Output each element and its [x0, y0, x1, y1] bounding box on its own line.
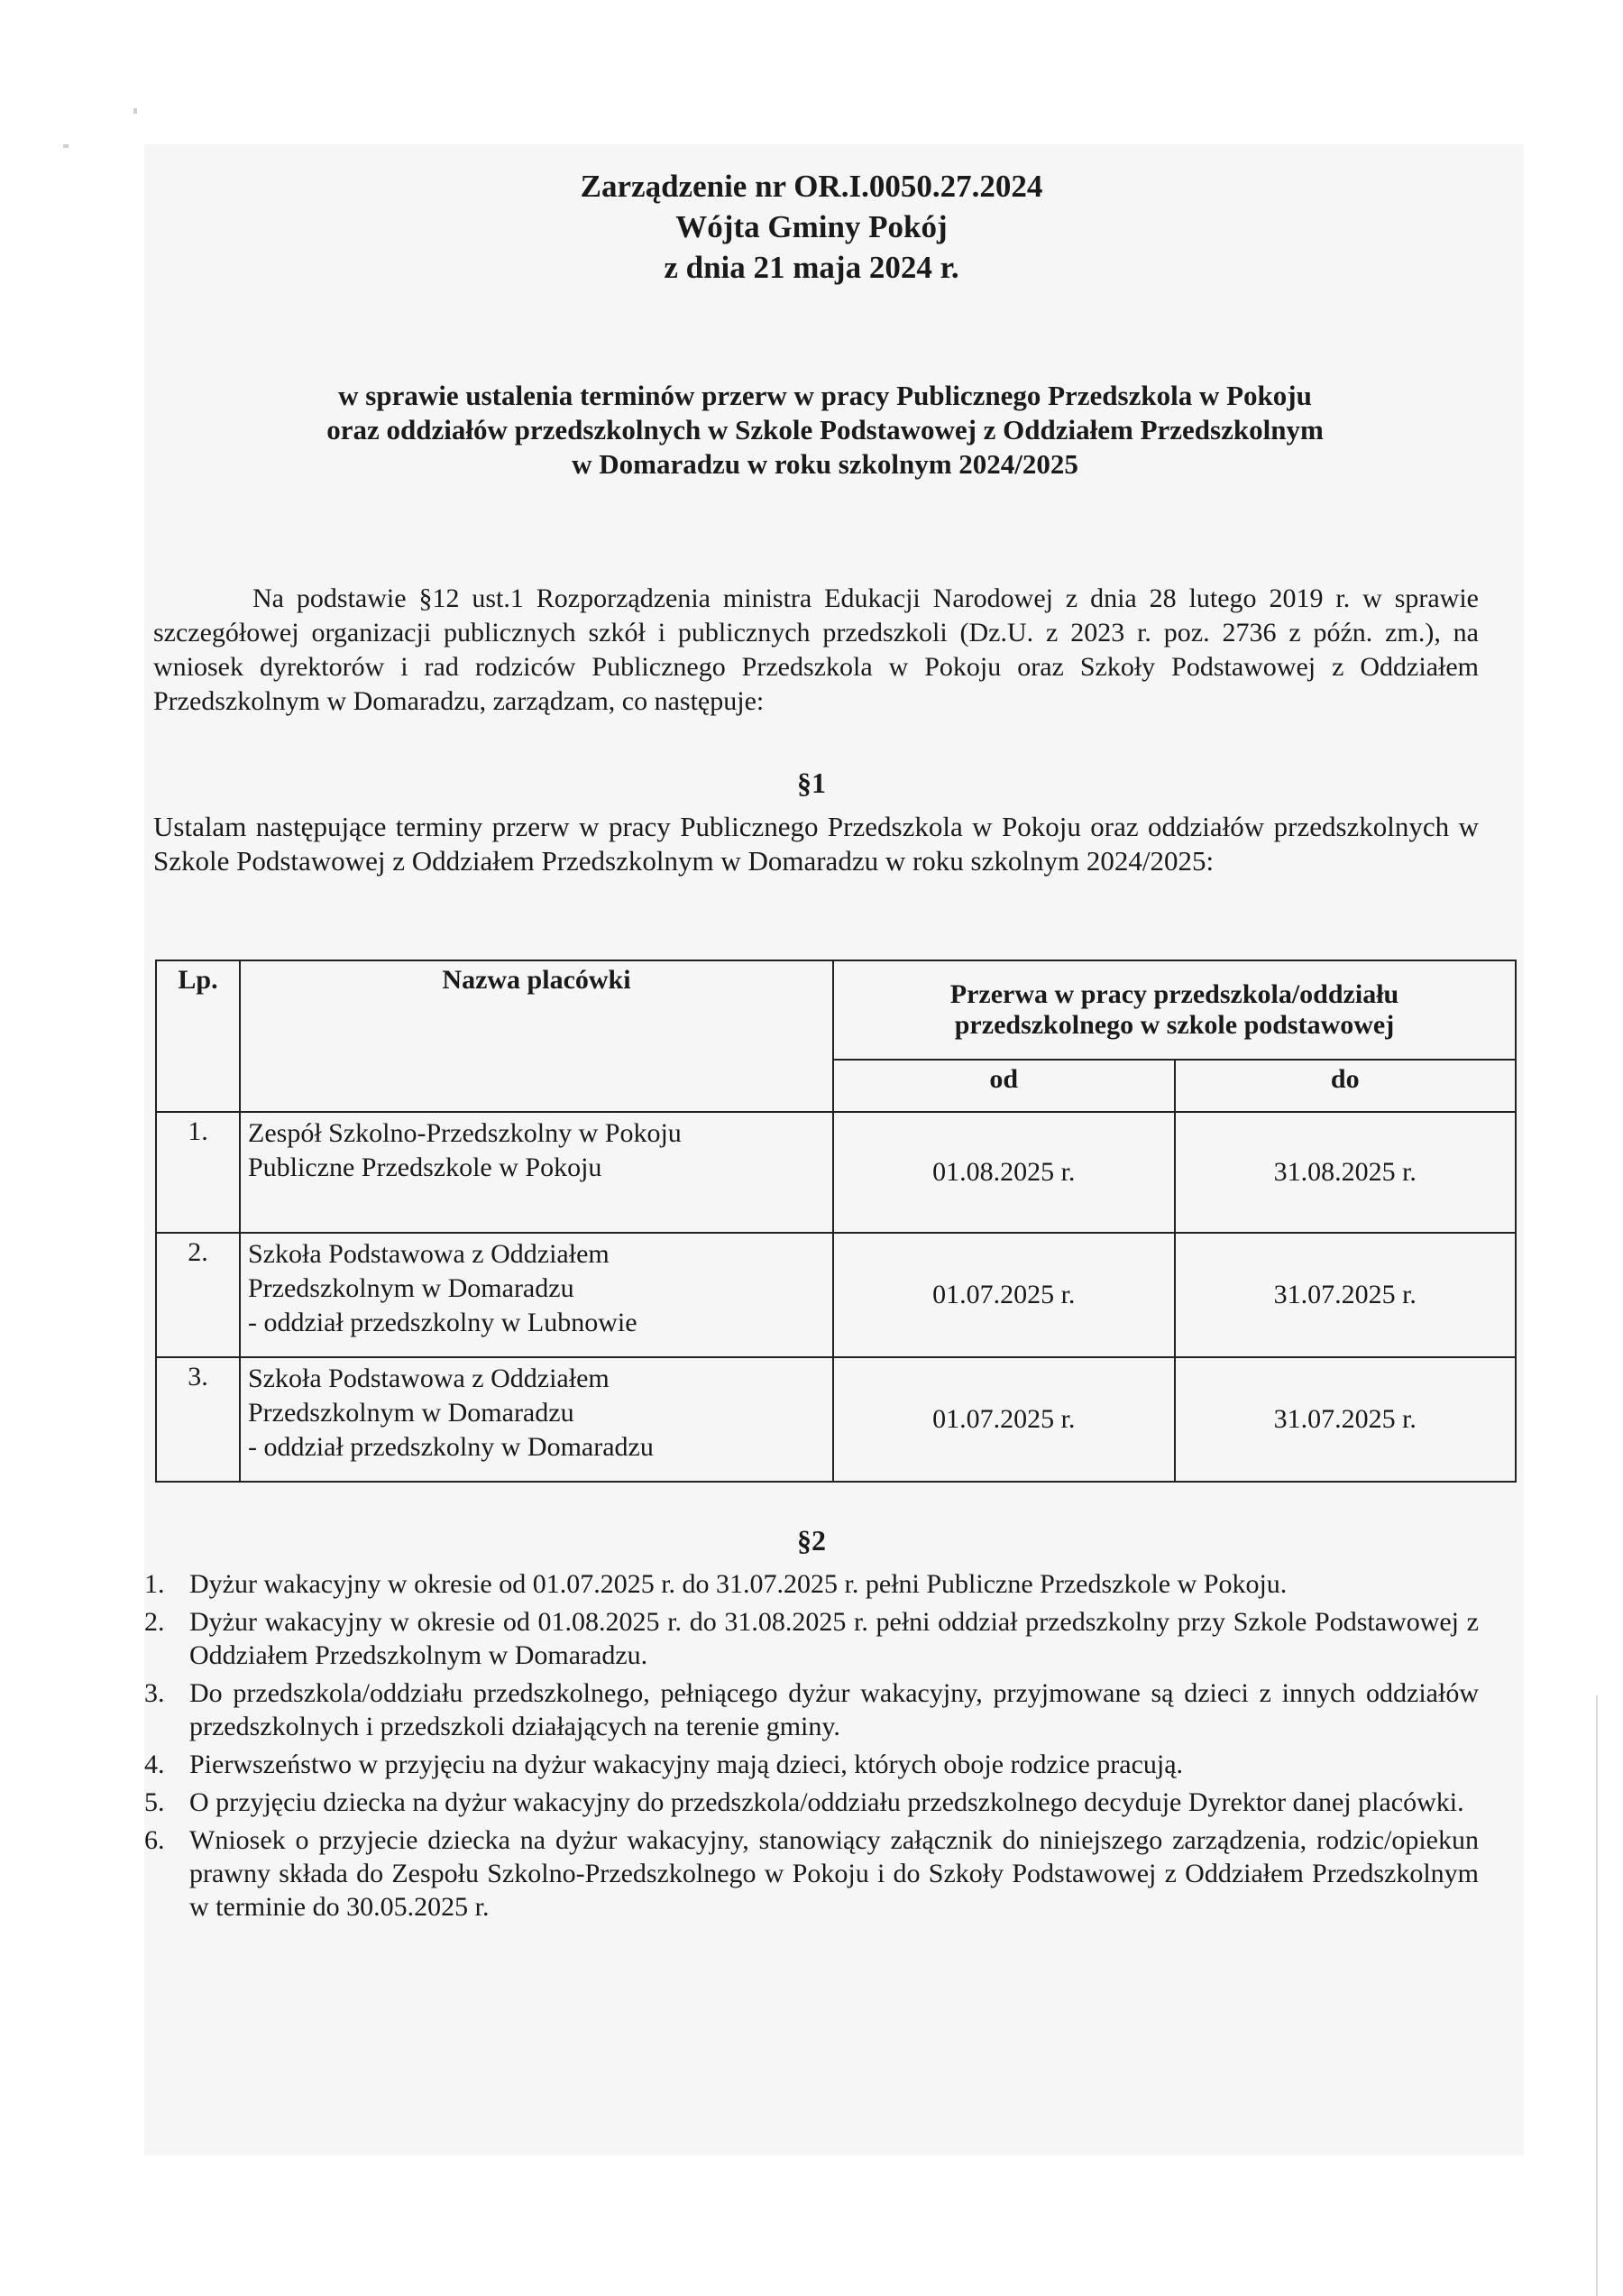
list-item-number: 2.	[144, 1607, 165, 1637]
col-from-header: od	[833, 1060, 1175, 1112]
table-header-row	[156, 960, 1516, 1060]
list-item	[144, 1676, 1479, 1743]
col-break-header-line: Przerwa w pracy przedszkola/oddziału	[949, 979, 1399, 1009]
col-lp-header: Lp.	[156, 960, 240, 1112]
row-name	[240, 1357, 833, 1482]
subject-line: oraz oddziałów przedszkolnych w Szkole Podstawowej z Oddziałem Przedszkolnym	[326, 414, 1324, 445]
list-item-number: 5.	[144, 1787, 165, 1817]
row-name-line: Przedszkolnym w Domaradzu	[248, 1273, 574, 1303]
row-name-line: - oddział przedszkolny w Lubnowie	[248, 1308, 637, 1337]
row-name-line: - oddział przedszkolny w Domaradzu	[248, 1432, 654, 1462]
row-lp: 1.	[156, 1112, 240, 1233]
list-item-number: 6.	[144, 1825, 165, 1855]
row-to: 31.07.2025 r.	[1175, 1233, 1517, 1357]
row-name	[240, 1112, 833, 1233]
section-2-list	[144, 1567, 1479, 1928]
legal-basis-paragraph	[153, 582, 1479, 719]
section-1-mark: §1	[797, 767, 826, 799]
row-name-line: Szkoła Podstawowa z Oddziałem	[248, 1239, 610, 1269]
row-name-line: Publiczne Przedszkole w Pokoju	[248, 1153, 602, 1182]
list-item-number: 1.	[144, 1569, 165, 1599]
row-name-line: Zespół Szkolno-Przedszkolny w Pokoju	[248, 1118, 682, 1148]
list-item	[144, 1786, 1479, 1819]
row-from: 01.08.2025 r.	[833, 1112, 1175, 1233]
list-item-text: Dyżur wakacyjny w okresie od 01.07.2025 r. do 31.07.2025 r. pełni Publiczne Przedszkole w Pokoju.	[189, 1569, 1288, 1599]
row-from: 01.07.2025 r.	[833, 1233, 1175, 1357]
list-item-text: Do przedszkola/oddziału przedszkolnego, pełniącego dyżur wakacyjny, przyjmowane są dzieci z innych oddziałów przedszkolnych i przedszkoli działających na terenie gminy.	[189, 1678, 1479, 1741]
row-to: 31.08.2025 r.	[1175, 1112, 1517, 1233]
issue-date: z dnia 21 maja 2024 r.	[664, 250, 959, 285]
section-2-mark: §2	[797, 1524, 826, 1557]
row-from: 01.07.2025 r.	[833, 1357, 1175, 1482]
list-item-text: Dyżur wakacyjny w okresie od 01.08.2025 r. do 31.08.2025 r. pełni oddział przedszkolny przy Szkole Podstawowej z Oddziałem Przedszkolnym w Domaradzu.	[189, 1607, 1479, 1670]
table-row	[156, 1357, 1516, 1482]
breaks-table	[155, 960, 1517, 1483]
list-item	[144, 1823, 1479, 1924]
row-lp: 2.	[156, 1233, 240, 1357]
row-lp: 3.	[156, 1357, 240, 1482]
subject-line: w Domaradzu w roku szkolnym 2024/2025	[572, 448, 1078, 480]
list-item-text: O przyjęciu dziecka na dyżur wakacyjny do przedszkola/oddziału przedszkolnego decyduje Dyrektor danej placówki.	[189, 1787, 1464, 1817]
col-break-header	[833, 960, 1516, 1060]
document-header	[0, 166, 1623, 288]
col-name-header: Nazwa placówki	[240, 960, 833, 1112]
subject-line: w sprawie ustalenia terminów przerw w pracy Publicznego Przedszkola w Pokoju	[338, 380, 1312, 411]
issuer: Wójta Gminy Pokój	[675, 209, 948, 244]
row-name	[240, 1233, 833, 1357]
row-name-line: Szkoła Podstawowa z Oddziałem	[248, 1364, 610, 1393]
col-to-header: do	[1175, 1060, 1517, 1112]
row-to: 31.07.2025 r.	[1175, 1357, 1517, 1482]
list-item	[144, 1605, 1479, 1672]
document-subject	[153, 379, 1497, 482]
list-item-text: Pierwszeństwo w przyjęciu na dyżur wakacyjny mają dzieci, których oboje rodzice pracują.	[189, 1750, 1184, 1779]
list-item	[144, 1567, 1479, 1601]
legal-basis-text: Na podstawie §12 ust.1 Rozporządzenia ministra Edukacji Narodowej z dnia 28 lutego 2019 r. w sprawie szczegółowej organizacji publicznych szkół i publicznych przedszkoli (Dz.U. z 2023 r. poz. 2736 z późn. zm.), na wniosek dyrektorów i rad rodziców Publicznego Przedszkola w Pokoju oraz Szkoły Podstawowej z Oddziałem Przedszkolnym w Domaradzu, zarządzam, co następuje:	[153, 583, 1479, 716]
table-row	[156, 1233, 1516, 1357]
col-break-header-line: przedszkolnego w szkole podstawowej	[954, 1010, 1395, 1040]
row-name-line: Przedszkolnym w Domaradzu	[248, 1398, 574, 1428]
list-item	[144, 1748, 1479, 1781]
list-item-number: 3.	[144, 1678, 165, 1708]
table-row	[156, 1112, 1516, 1233]
list-item-number: 4.	[144, 1750, 165, 1779]
ordinance-number: Zarządzenie nr OR.I.0050.27.2024	[580, 169, 1043, 204]
section-1-text: Ustalam następujące terminy przerw w pracy Publicznego Przedszkola w Pokoju oraz oddziałów przedszkolnych w Szkole Podstawowej z Oddziałem Przedszkolnym w Domaradzu w roku szkolnym 2024/2025:	[153, 811, 1479, 877]
list-item-text: Wniosek o przyjecie dziecka na dyżur wakacyjny, stanowiący załącznik do niniejszego zarządzenia, rodzic/opiekun prawny składa do Zespołu Szkolno-Przedszkolnego w Pokoju i do Szkoły Podstawowej z Oddziałem Przedszkolnym w terminie do 30.05.2025 r.	[189, 1825, 1479, 1922]
